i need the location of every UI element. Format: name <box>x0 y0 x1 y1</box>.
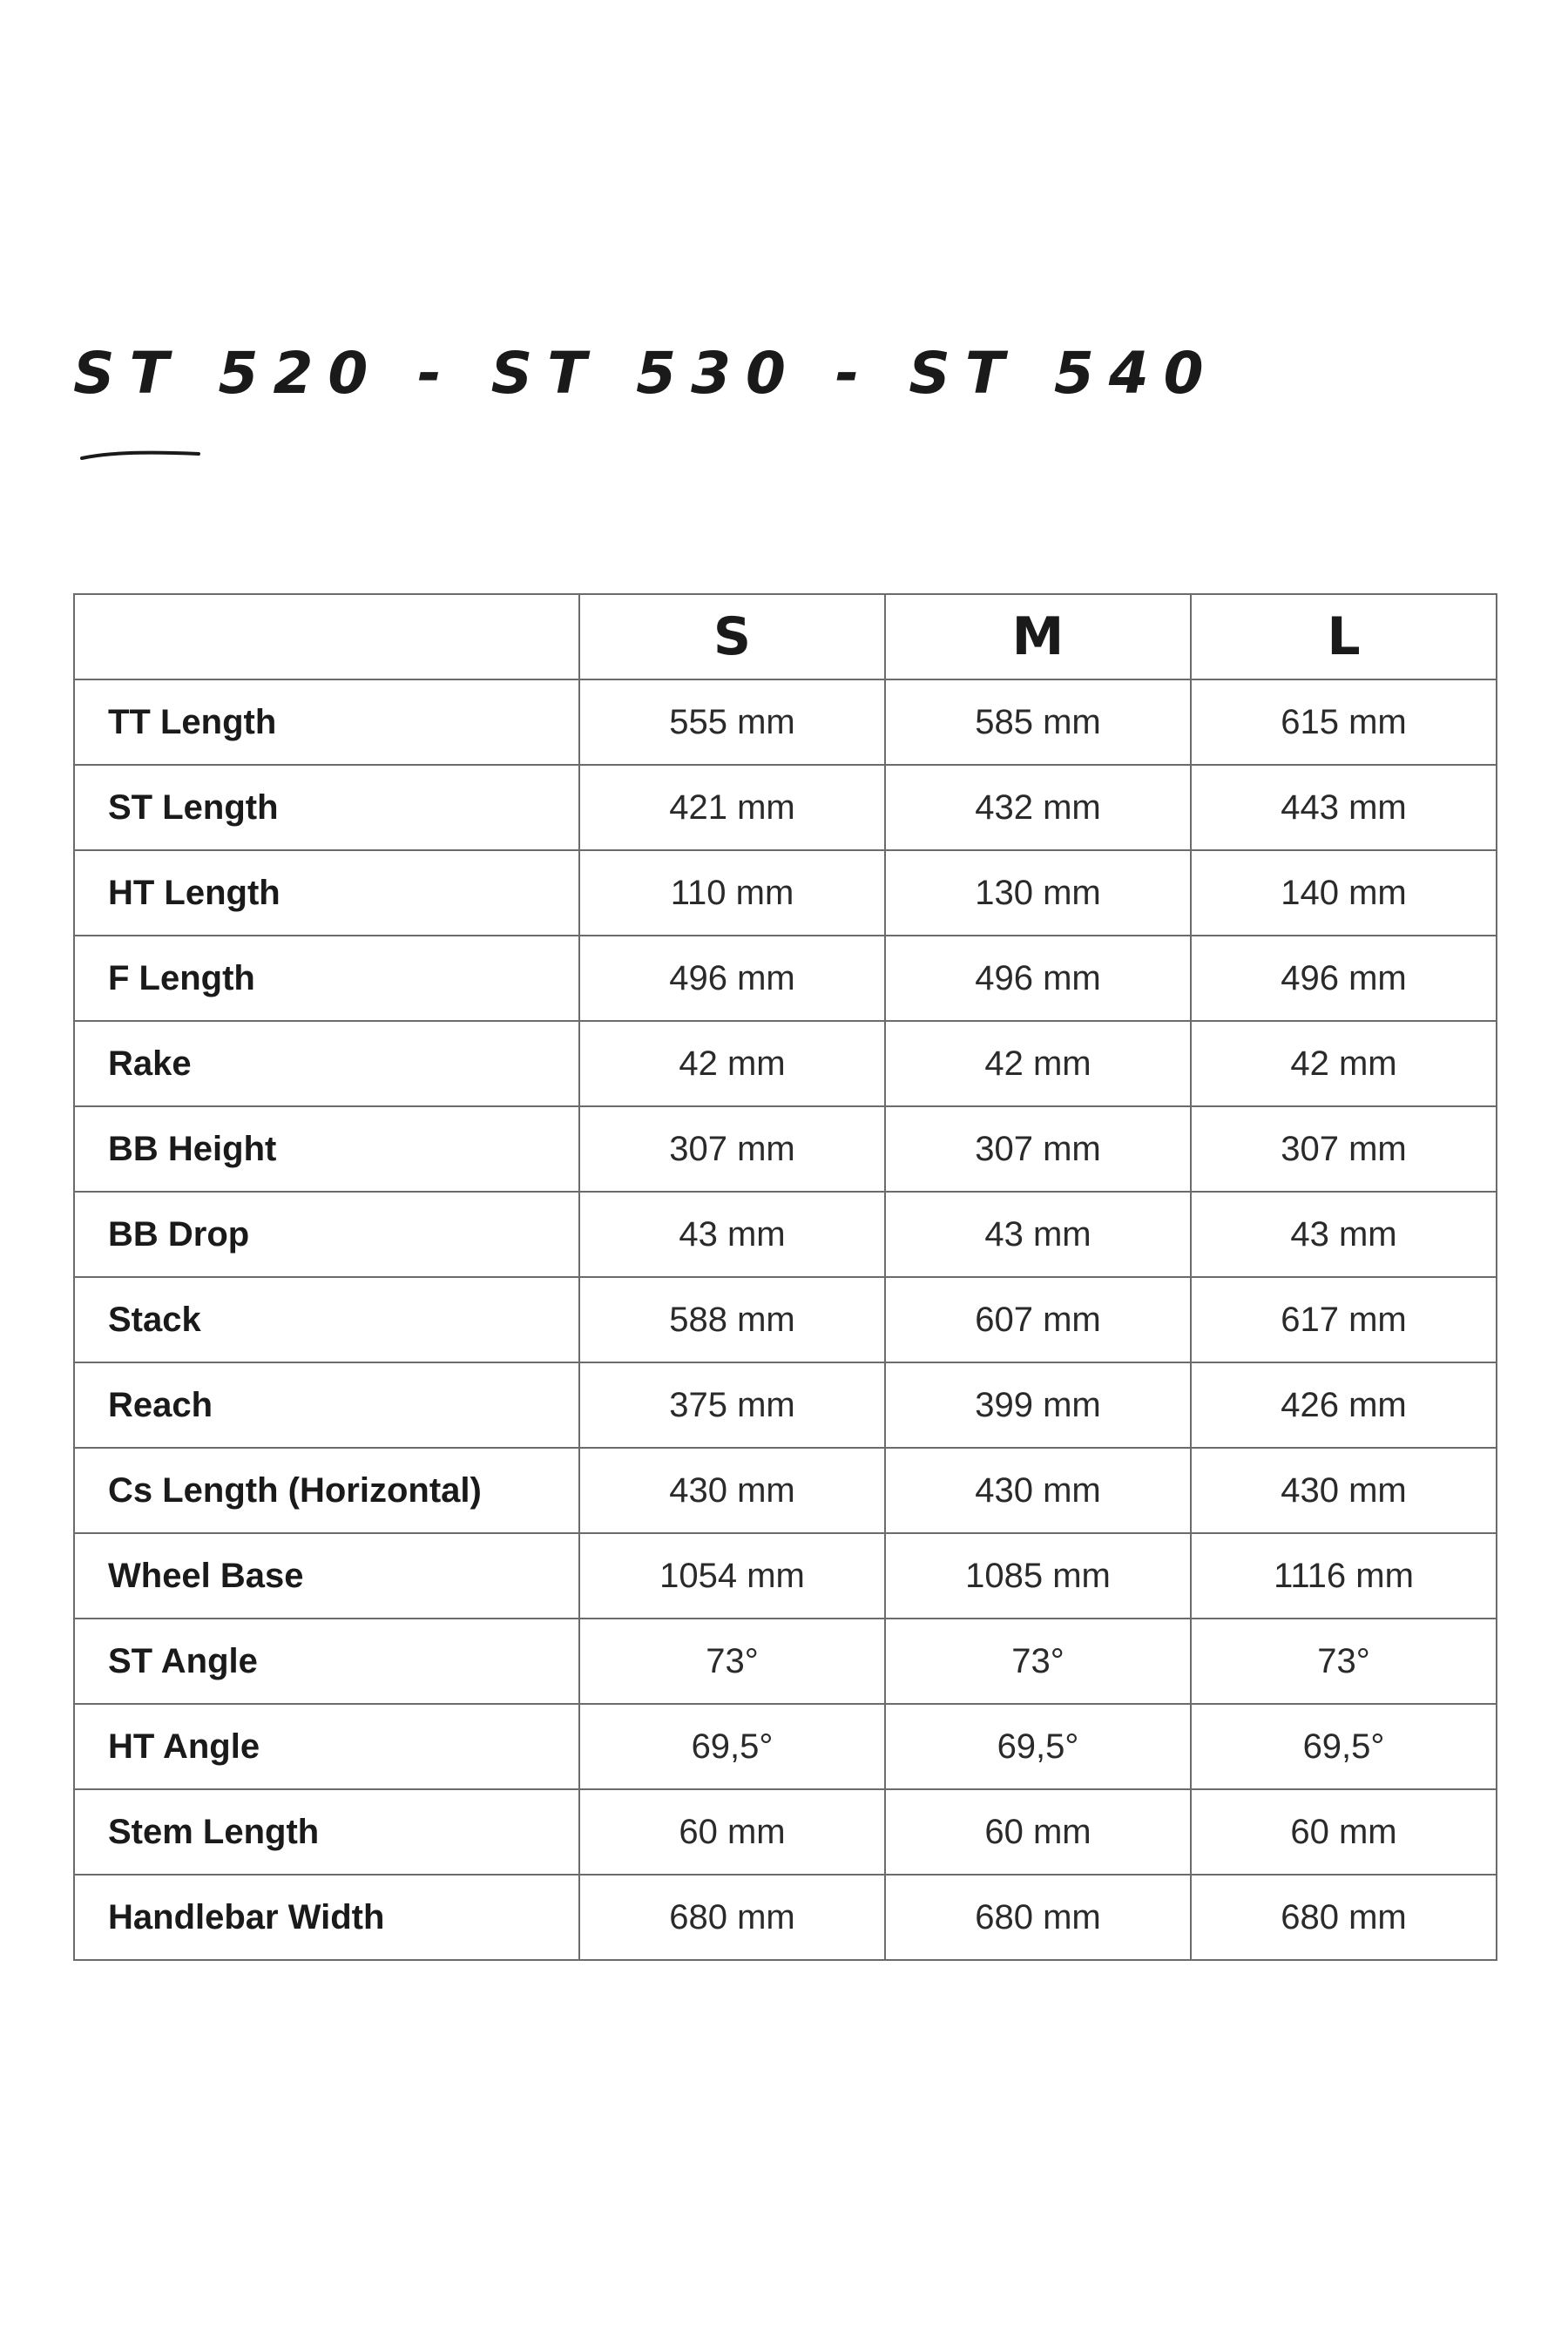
table-row <box>74 850 1497 936</box>
cell-value-l: 615 mm <box>1191 679 1497 765</box>
row-label: ST Length <box>74 765 579 850</box>
cell-value-s: 110 mm <box>579 850 885 936</box>
cell-value-s: 680 mm <box>579 1875 885 1960</box>
cell-value-m: 496 mm <box>885 936 1191 1021</box>
cell-value-l: 140 mm <box>1191 850 1497 936</box>
cell-value-m: 130 mm <box>885 850 1191 936</box>
header-cell-size-m: M <box>885 594 1191 679</box>
cell-value-m: 399 mm <box>885 1362 1191 1448</box>
cell-value-l: 496 mm <box>1191 936 1497 1021</box>
table-row <box>74 1448 1497 1533</box>
cell-value-l: 443 mm <box>1191 765 1497 850</box>
cell-value-m: 680 mm <box>885 1875 1191 1960</box>
cell-value-l: 73° <box>1191 1619 1497 1704</box>
header-cell-size-s: S <box>579 594 885 679</box>
geometry-table <box>73 593 1497 1961</box>
cell-value-m: 1085 mm <box>885 1533 1191 1619</box>
cell-value-l: 430 mm <box>1191 1448 1497 1533</box>
row-label: Reach <box>74 1362 579 1448</box>
cell-value-s: 1054 mm <box>579 1533 885 1619</box>
cell-value-s: 307 mm <box>579 1106 885 1192</box>
page-title: ST 520 - ST 530 - ST 540 <box>73 340 1219 407</box>
cell-value-s: 555 mm <box>579 679 885 765</box>
cell-value-s: 375 mm <box>579 1362 885 1448</box>
cell-value-l: 1116 mm <box>1191 1533 1497 1619</box>
row-label: HT Angle <box>74 1704 579 1789</box>
cell-value-m: 432 mm <box>885 765 1191 850</box>
cell-value-l: 43 mm <box>1191 1192 1497 1277</box>
table-row <box>74 1192 1497 1277</box>
table-row <box>74 1277 1497 1362</box>
cell-value-m: 60 mm <box>885 1789 1191 1875</box>
row-label: Cs Length (Horizontal) <box>74 1448 579 1533</box>
table-row <box>74 1362 1497 1448</box>
row-label: Stack <box>74 1277 579 1362</box>
cell-value-m: 307 mm <box>885 1106 1191 1192</box>
cell-value-m: 42 mm <box>885 1021 1191 1106</box>
cell-value-l: 60 mm <box>1191 1789 1497 1875</box>
cell-value-l: 426 mm <box>1191 1362 1497 1448</box>
row-label: Stem Length <box>74 1789 579 1875</box>
table-row <box>74 1704 1497 1789</box>
cell-value-s: 43 mm <box>579 1192 885 1277</box>
table-row <box>74 765 1497 850</box>
cell-value-m: 43 mm <box>885 1192 1191 1277</box>
cell-value-s: 73° <box>579 1619 885 1704</box>
title-underline <box>80 446 202 465</box>
table-row <box>74 1533 1497 1619</box>
cell-value-s: 588 mm <box>579 1277 885 1362</box>
table-row <box>74 1106 1497 1192</box>
cell-value-l: 42 mm <box>1191 1021 1497 1106</box>
header-row <box>74 594 1497 679</box>
row-label: F Length <box>74 936 579 1021</box>
row-label: TT Length <box>74 679 579 765</box>
cell-value-s: 430 mm <box>579 1448 885 1533</box>
cell-value-s: 421 mm <box>579 765 885 850</box>
cell-value-s: 496 mm <box>579 936 885 1021</box>
cell-value-l: 69,5° <box>1191 1704 1497 1789</box>
row-label: BB Height <box>74 1106 579 1192</box>
cell-value-m: 430 mm <box>885 1448 1191 1533</box>
row-label: HT Length <box>74 850 579 936</box>
cell-value-l: 617 mm <box>1191 1277 1497 1362</box>
table-row <box>74 679 1497 765</box>
table-row <box>74 1789 1497 1875</box>
cell-value-m: 73° <box>885 1619 1191 1704</box>
cell-value-m: 69,5° <box>885 1704 1191 1789</box>
table-row <box>74 1875 1497 1960</box>
row-label: Wheel Base <box>74 1533 579 1619</box>
cell-value-l: 307 mm <box>1191 1106 1497 1192</box>
header-cell-size-l: L <box>1191 594 1497 679</box>
cell-value-s: 69,5° <box>579 1704 885 1789</box>
table-row <box>74 1619 1497 1704</box>
cell-value-m: 607 mm <box>885 1277 1191 1362</box>
row-label: ST Angle <box>74 1619 579 1704</box>
row-label: BB Drop <box>74 1192 579 1277</box>
cell-value-s: 42 mm <box>579 1021 885 1106</box>
cell-value-l: 680 mm <box>1191 1875 1497 1960</box>
table-row <box>74 1021 1497 1106</box>
cell-value-m: 585 mm <box>885 679 1191 765</box>
table-row <box>74 936 1497 1021</box>
row-label: Rake <box>74 1021 579 1106</box>
row-label: Handlebar Width <box>74 1875 579 1960</box>
header-cell-empty <box>74 594 579 679</box>
cell-value-s: 60 mm <box>579 1789 885 1875</box>
